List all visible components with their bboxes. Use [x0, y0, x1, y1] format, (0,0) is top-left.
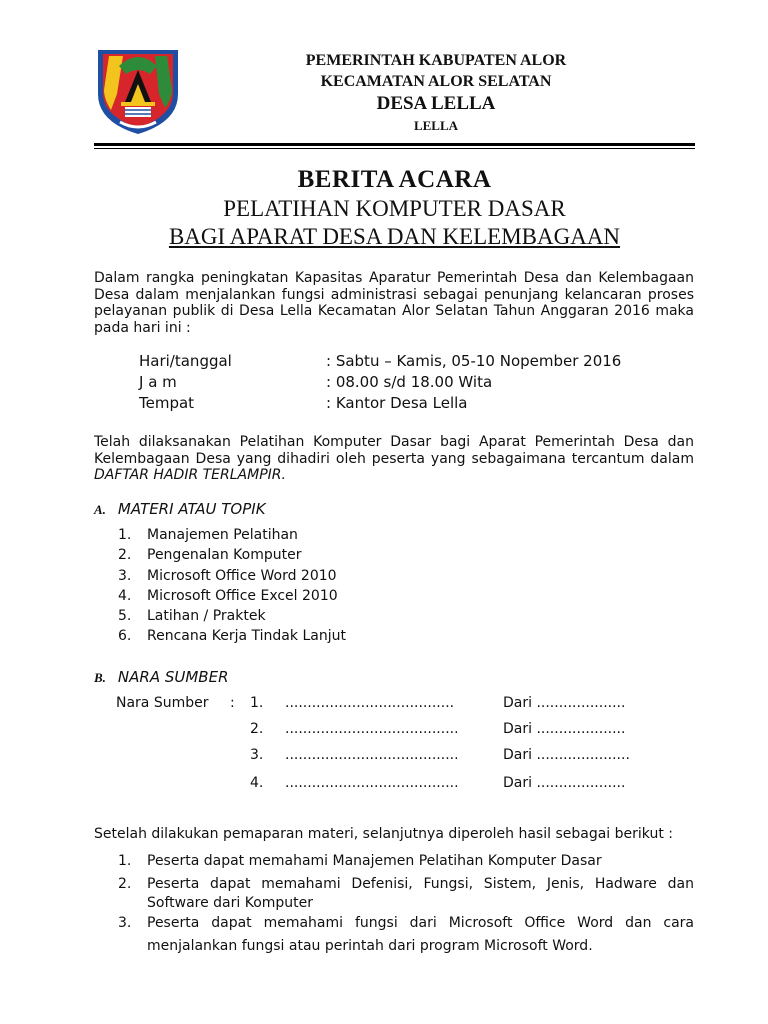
result-text: menjalankan fungsi atau perintah dari program Microsoft Word. [147, 938, 593, 954]
section-b-heading [94, 668, 229, 686]
speaker-name-blank: ....................................... [285, 775, 459, 791]
letterhead-rule-thick [94, 143, 695, 146]
letterhead-village: DESA LELLA [376, 93, 496, 114]
list-number: 4. [118, 588, 132, 604]
section-title: MATERI ATAU TOPIK [117, 500, 266, 518]
speaker-colon: : [230, 695, 235, 711]
list-text: Pengenalan Komputer [147, 547, 302, 563]
detail-label: Tempat [139, 394, 195, 412]
paragraph-line: pelayanan publik di Desa Lella Kecamatan Alor Selatan Tahun Anggaran 2016 maka [94, 303, 694, 319]
list-number: 3. [118, 568, 132, 584]
paragraph-line: Kelembagaan Desa yang dihadiri oleh peserta yang sebagaimana tercantum dalam [94, 450, 694, 467]
speaker-origin: Dari ..................... [503, 747, 630, 763]
list-text: Microsoft Office Excel 2010 [147, 588, 338, 604]
intro-paragraph [94, 270, 694, 336]
results-intro: Setelah dilakukan pemaparan materi, selanjutnya diperoleh hasil sebagai berikut : [94, 826, 673, 842]
letterhead-district: KECAMATAN ALOR SELATAN [320, 73, 552, 90]
paragraph-line: Desa dalam menjalankan fungsi administrasi sebagai penunjang kelancaran proses [94, 286, 694, 303]
speaker-origin: Dari .................... [503, 695, 626, 711]
detail-value: : Kantor Desa Lella [326, 394, 468, 412]
section-a-heading [94, 500, 266, 518]
speaker-name-blank: ...................................... [285, 695, 455, 711]
list-text: Manajemen Pelatihan [147, 527, 298, 543]
result-text: Peserta dapat memahami Defenisi, Fungsi, Sistem, Jenis, Hadware dan [147, 876, 694, 892]
letterhead-place: LELLA [413, 118, 459, 133]
document-subtitle-2: BAGI APARAT DESA DAN KELEMBAGAAN [168, 224, 621, 249]
list-text: Microsoft Office Word 2010 [147, 568, 337, 584]
paragraph-line: DAFTAR HADIR TERLAMPIR. [94, 467, 286, 483]
list-number: 5. [118, 608, 132, 624]
paragraph-line: Telah dilaksanakan Pelatihan Komputer Dasar bagi Aparat Pemerintah Desa dan [94, 434, 694, 450]
document-title: BERITA ACARA [297, 166, 492, 193]
detail-value: : Sabtu – Kamis, 05-10 Nopember 2016 [326, 352, 622, 370]
speaker-name-blank: ....................................... [285, 747, 459, 763]
section-letter: A. [94, 502, 106, 517]
speaker-origin: Dari .................... [503, 775, 626, 791]
section-title: NARA SUMBER [117, 668, 229, 686]
letterhead-government: PEMERINTAH KABUPATEN ALOR [305, 52, 567, 69]
speaker-origin: Dari .................... [503, 721, 626, 737]
result-number: 2. [118, 876, 132, 892]
document-subtitle-1: PELATIHAN KOMPUTER DASAR [223, 196, 566, 221]
result-text: Peserta dapat memahami Manajemen Pelatihan Komputer Dasar [147, 853, 602, 869]
result-number: 1. [118, 853, 132, 869]
regency-emblem-logo [95, 44, 181, 136]
list-text: Latihan / Praktek [147, 608, 266, 624]
detail-label: Hari/tanggal [139, 352, 232, 370]
speaker-label: Nara Sumber [116, 695, 209, 711]
result-text: Software dari Komputer [147, 895, 314, 911]
speaker-name-blank: ....................................... [285, 721, 459, 737]
detail-label: J a m [139, 373, 177, 391]
list-number: 6. [118, 628, 132, 644]
paragraph-line: pada hari ini : [94, 319, 191, 336]
list-number: 1. [118, 527, 132, 543]
speaker-number: 3. [250, 747, 264, 763]
paragraph-line: Dalam rangka peningkatan Kapasitas Aparatur Pemerintah Desa dan Kelembagaan [94, 270, 694, 286]
detail-value: : 08.00 s/d 18.00 Wita [326, 373, 493, 391]
speaker-number: 2. [250, 721, 264, 737]
list-number: 2. [118, 547, 132, 563]
letterhead-rule-thin [94, 148, 695, 149]
speaker-number: 1. [250, 695, 264, 711]
result-text: Peserta dapat memahami fungsi dari Microsoft Office Word dan cara [147, 915, 694, 931]
section-letter: B. [94, 670, 106, 685]
report-paragraph [94, 434, 694, 484]
list-text: Rencana Kerja Tindak Lanjut [147, 628, 346, 644]
speaker-number: 4. [250, 775, 264, 791]
result-number: 3. [118, 915, 132, 931]
